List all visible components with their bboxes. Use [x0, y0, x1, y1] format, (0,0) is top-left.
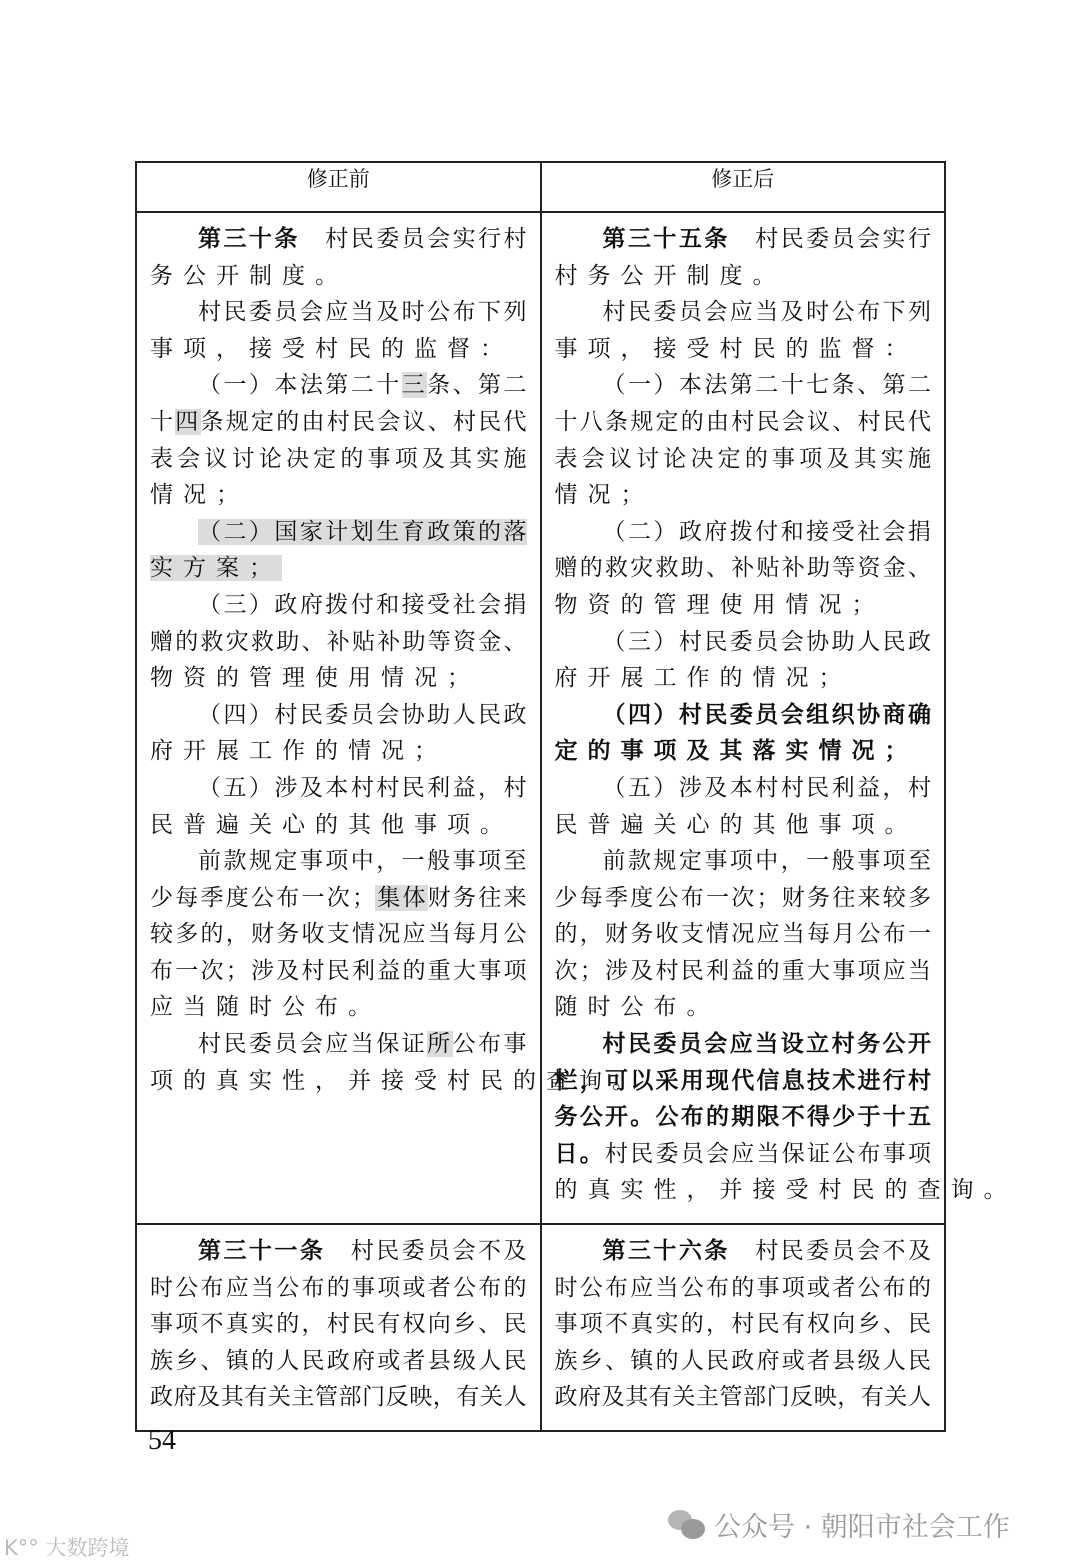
text-line: [150, 477, 527, 514]
text-line: [554, 1172, 1017, 1209]
text-line: [555, 587, 932, 624]
text-segment: 情况；: [150, 482, 249, 509]
wechat-icon: [668, 1510, 706, 1540]
text-segment: 事项，接受村民的监督：: [150, 335, 513, 362]
text-line: [555, 221, 932, 258]
account-watermark: [668, 1505, 1010, 1544]
text-segment: 应当随时公布。: [150, 994, 381, 1021]
text-line: [555, 1233, 932, 1270]
cell-before: [137, 213, 645, 1113]
text-segment: 事项不真实的，村民有权向乡、民: [554, 1311, 931, 1338]
text-line: [150, 294, 527, 331]
cell-before: [137, 1225, 540, 1430]
text-segment: 村民委员会不及: [325, 1238, 527, 1265]
text-line: [555, 1063, 932, 1100]
text-segment: （四）村民委员会协助人民政: [198, 701, 527, 728]
text-line: [150, 916, 527, 953]
header-before: 修正前: [136, 162, 541, 212]
bold-text: 定的事项及其落实情况；: [554, 737, 918, 765]
text-line: [555, 550, 932, 587]
text-line: [150, 1306, 527, 1343]
text-segment: 赠的救灾救助、补贴补助等资金、: [554, 555, 931, 582]
text-segment: （五）涉及本村村民利益，村: [602, 774, 931, 801]
text-segment: 村务公开制度。: [554, 262, 786, 289]
bold-text: 第三十六条: [602, 1237, 730, 1265]
bold-text: 村民委员会应当设立村务公开: [602, 1030, 931, 1058]
text-line: [150, 1379, 527, 1416]
text-segment: 村民委员会应当及时公布下列: [602, 299, 931, 326]
comparison-table: [135, 161, 1017, 1432]
text-segment: 少每季度公布一次；: [150, 884, 375, 911]
text-segment: 村民委员会应当保证: [198, 1031, 428, 1058]
bold-text: 务公开。公布的期限不得少于十五: [554, 1103, 931, 1131]
bold-text: 第三十一条: [198, 1237, 326, 1265]
text-segment: 条规定的由村民会议、村民代: [200, 408, 527, 435]
text-segment: （五）涉及本村村民利益，村: [198, 774, 527, 801]
header-after: 修正后: [541, 162, 946, 212]
text-line: [555, 1099, 932, 1136]
text-line: [555, 880, 932, 917]
text-segment: 事项不真实的，村民有权向乡、民: [150, 1311, 527, 1338]
text-line: [150, 221, 527, 258]
cell-after: [542, 213, 1017, 1223]
text-line: [150, 697, 527, 734]
text-segment: 政府及其有关主管部门反映，有关人: [150, 1384, 527, 1411]
text-segment: 村民委员会实行村: [299, 226, 527, 252]
brand-logo-icon: K°°: [4, 1536, 46, 1560]
text-line: [555, 660, 932, 697]
text-line: [555, 953, 932, 990]
text-line: [555, 1379, 932, 1416]
text-segment: 政府及其有关主管部门反映，有关人: [554, 1384, 931, 1411]
text-segment: 府开展工作的情况；: [150, 738, 447, 765]
text-line: [150, 843, 527, 880]
text-line: [150, 514, 527, 551]
bold-text: 第三十五条: [602, 225, 730, 252]
text-segment: 的，财务收支情况应当每月公布一: [554, 921, 931, 948]
text-line: [150, 660, 527, 697]
text-segment: （二）政府拨付和接受社会捐: [602, 518, 931, 545]
bold-text: 栏，可以采用现代信息技术进行村: [554, 1066, 931, 1094]
table-row: [136, 1224, 945, 1431]
text-line: [555, 294, 932, 331]
text-line: [150, 1270, 527, 1307]
brand-watermark: [4, 1532, 129, 1562]
text-segment: 民普遍关心的其他事项。: [554, 811, 918, 838]
brand-name: 大数跨境: [45, 1536, 130, 1560]
text-line: [150, 1233, 527, 1270]
text-segment: 表会议讨论决定的事项及其实施: [554, 445, 931, 472]
text-segment: 表会议讨论决定的事项及其实施: [150, 445, 527, 472]
text-segment: 村民委员会应当及时公布下列: [198, 299, 527, 326]
text-line: [150, 733, 527, 770]
text-segment: 布一次；涉及村民利益的重大事项: [150, 957, 527, 984]
text-line: [150, 331, 527, 368]
text-line: [555, 404, 932, 441]
account-name: 公众号 · 朝阳市社会工作: [714, 1512, 1010, 1543]
text-segment: 前款规定事项中，一般事项至: [602, 848, 931, 875]
text-segment: 时公布应当公布的事项或者公布的: [150, 1274, 527, 1301]
text-line: [150, 404, 527, 441]
text-segment: 府开展工作的情况；: [554, 665, 852, 692]
bold-text: 第三十条: [198, 225, 300, 252]
text-line: [150, 587, 527, 624]
text-segment: 十: [150, 408, 176, 435]
text-line: [555, 1270, 932, 1307]
text-line: [555, 1136, 932, 1173]
text-segment: 情况；: [554, 482, 654, 509]
text-line: [555, 1026, 932, 1063]
text-segment: 项的真实性，并接受村民的查询。: [150, 1067, 645, 1094]
highlighted-text: （二）国家计划生育政策的落: [198, 518, 527, 545]
text-segment: 随时公布。: [554, 994, 720, 1021]
text-segment: 物资的管理使用情况；: [150, 665, 480, 692]
text-line: [150, 1343, 527, 1380]
text-line: [555, 770, 932, 807]
text-line: [150, 1063, 645, 1100]
page-number: 54: [148, 1425, 176, 1456]
text-line: [150, 880, 527, 917]
text-line: [150, 258, 527, 295]
text-line: [555, 477, 932, 514]
text-segment: 时公布应当公布的事项或者公布的: [554, 1274, 931, 1301]
text-line: [150, 989, 527, 1026]
text-line: [555, 807, 932, 844]
text-segment: 公布事: [452, 1031, 527, 1058]
highlighted-text: 实方案；: [150, 555, 282, 582]
text-segment: 较多的，财务收支情况应当每月公: [150, 921, 527, 948]
text-segment: 事项，接受村民的监督：: [554, 335, 918, 362]
text-line: [150, 953, 527, 990]
text-segment: 村民委员会不及: [729, 1238, 932, 1265]
text-line: [555, 989, 932, 1026]
text-line: [555, 441, 932, 478]
text-segment: 条、第二: [427, 372, 527, 399]
text-line: [555, 733, 932, 770]
text-line: [555, 1343, 932, 1380]
text-segment: 物资的管理使用情况；: [554, 591, 885, 618]
highlighted-text: 三: [401, 372, 428, 399]
highlighted-text: 集体: [375, 884, 428, 911]
text-line: [150, 550, 527, 587]
highlighted-text: 所: [427, 1031, 453, 1058]
text-segment: （三）政府拨付和接受社会捐: [198, 591, 527, 618]
text-line: [555, 1306, 932, 1343]
text-segment: 村民委员会实行: [729, 226, 932, 252]
text-line: [150, 807, 527, 844]
text-line: [555, 916, 932, 953]
text-segment: （一）本法第二十: [198, 372, 402, 399]
text-segment: 少每季度公布一次；财务往来较多: [554, 884, 931, 911]
cell-after: [542, 1225, 945, 1430]
text-line: [555, 331, 932, 368]
text-segment: 村民委员会应当保证公布事项: [605, 1140, 931, 1167]
text-segment: （一）本法第二十七条、第二: [602, 372, 931, 399]
text-segment: 次；涉及村民利益的重大事项应当: [554, 957, 931, 984]
text-segment: 十八条规定的由村民会议、村民代: [554, 408, 931, 435]
text-line: [150, 770, 527, 807]
text-segment: 民普遍关心的其他事项。: [150, 811, 513, 838]
text-segment: 族乡、镇的人民政府或者县级人民: [150, 1347, 527, 1374]
text-segment: 财务往来: [427, 884, 527, 911]
text-line: [150, 367, 527, 404]
text-segment: 族乡、镇的人民政府或者县级人民: [554, 1347, 931, 1374]
text-segment: （三）村民委员会协助人民政: [602, 628, 931, 655]
text-line: [555, 624, 932, 661]
text-line: [150, 1026, 527, 1063]
text-line: [555, 258, 932, 295]
text-segment: 务公开制度。: [150, 262, 348, 289]
bold-text: （四）村民委员会组织协商确: [602, 700, 931, 728]
bold-text: 日。: [554, 1139, 605, 1167]
text-segment: 的真实性，并接受村民的查询。: [554, 1177, 1017, 1204]
text-line: [555, 843, 932, 880]
text-segment: 赠的救灾救助、补贴补助等资金、: [150, 628, 527, 655]
table-row: [136, 212, 945, 1224]
text-line: [555, 367, 932, 404]
text-line: [150, 624, 527, 661]
text-line: [555, 697, 932, 734]
text-segment: 前款规定事项中，一般事项至: [198, 848, 527, 875]
text-line: [555, 514, 932, 551]
highlighted-text: 四: [175, 408, 201, 435]
text-line: [150, 441, 527, 478]
